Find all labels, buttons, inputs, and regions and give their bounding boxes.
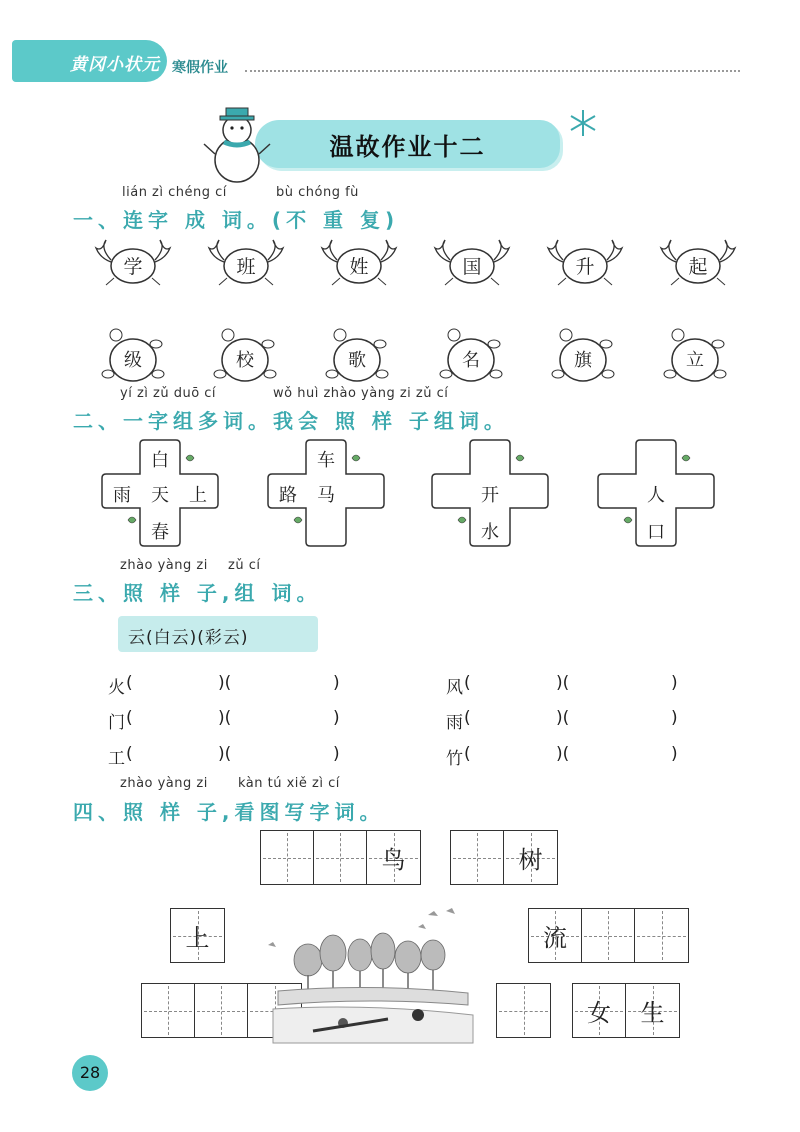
grid-cell (635, 909, 688, 962)
grid-cell (314, 831, 366, 884)
section2-pinyin-b: wǒ huì zhào yàng zi zǔ cí (273, 386, 449, 401)
cross-bottom-char: 水 (481, 522, 499, 543)
crab-card[interactable] (320, 238, 398, 292)
crab-char: 学 (123, 256, 143, 278)
cross-word-box[interactable] (100, 438, 220, 548)
crab-char: 国 (462, 256, 482, 278)
turtle-card[interactable] (210, 326, 280, 392)
page-number: 28 (72, 1055, 108, 1091)
section4-pinyin-b: kàn tú xiě zì cí (238, 776, 340, 791)
bracket-pair: )( (218, 744, 232, 764)
turtle-char: 立 (686, 350, 704, 371)
turtle-card[interactable] (660, 326, 730, 392)
snowflake-icon (568, 108, 598, 138)
grid-cell: 流 (543, 924, 567, 952)
grid-cell (195, 984, 247, 1037)
close-bracket: ) (333, 708, 340, 728)
section4-heading: 四、照 样 子,看图写字词。 (73, 800, 385, 824)
crab-char: 班 (236, 256, 256, 278)
bracket-pair: )( (556, 744, 570, 764)
turtle-card[interactable] (436, 326, 506, 392)
grid-up[interactable] (170, 908, 225, 963)
grid-flow[interactable] (528, 908, 689, 963)
grid-cell: 上 (185, 924, 210, 952)
section3-heading: 三、照 样 子,组 词。 (73, 581, 322, 605)
section1-pinyin-b: bù chóng fù (276, 185, 359, 200)
turtle-char: 名 (462, 350, 480, 371)
grid-blank-three[interactable] (141, 983, 302, 1038)
header-divider (245, 70, 740, 72)
bracket-pair: )( (556, 673, 570, 693)
crab-card[interactable] (433, 238, 511, 292)
word-char: 门 (108, 713, 125, 733)
bracket-pair: )( (218, 673, 232, 693)
brand-logo-text: 黄冈小状元 (70, 55, 160, 75)
section2-pinyin-a: yí zì zǔ duō cí (120, 386, 217, 401)
turtle-card[interactable] (98, 326, 168, 392)
close-bracket: ) (333, 673, 340, 693)
cross-center-char: 马 (317, 485, 335, 506)
open-bracket: ( (126, 708, 133, 728)
open-bracket: ( (464, 708, 471, 728)
cross-word-box[interactable] (430, 438, 550, 548)
snowman-icon (202, 96, 272, 186)
word-fill-row[interactable] (108, 708, 343, 733)
turtle-card[interactable] (548, 326, 618, 392)
crab-char: 起 (688, 256, 708, 278)
turtle-char: 校 (236, 350, 254, 371)
grid-cell: 生 (640, 999, 665, 1027)
cross-center-char: 开 (481, 485, 499, 506)
grid-girl[interactable] (572, 983, 680, 1038)
cross-top-char: 白 (151, 450, 169, 471)
turtle-char: 歌 (348, 350, 366, 371)
section1-pinyin-a: lián zì chéng cí (122, 185, 227, 200)
crab-card[interactable] (94, 238, 172, 292)
cross-left-char: 路 (279, 485, 297, 506)
word-fill-row[interactable] (446, 744, 681, 769)
grid-cell (261, 831, 313, 884)
section4-pinyin-a: zhào yàng zi (120, 776, 208, 791)
grid-tree[interactable] (450, 830, 558, 885)
turtle-char: 旗 (574, 350, 592, 371)
section3-pinyin-a: zhào yàng zi (120, 558, 208, 573)
cross-word-box[interactable] (596, 438, 716, 548)
grid-cell (451, 831, 503, 884)
cross-bottom-char: 口 (647, 522, 665, 543)
cross-word-box[interactable] (266, 438, 386, 548)
bracket-pair: )( (556, 708, 570, 728)
crab-card[interactable] (659, 238, 737, 292)
section3-pinyin-b: zǔ cí (228, 558, 261, 573)
word-fill-row[interactable] (446, 708, 681, 733)
word-char: 风 (446, 678, 463, 698)
open-bracket: ( (464, 673, 471, 693)
word-char: 火 (108, 678, 125, 698)
open-bracket: ( (126, 673, 133, 693)
close-bracket: ) (671, 708, 678, 728)
header-subtitle: 寒假作业 (172, 60, 228, 76)
grid-cell (248, 984, 301, 1037)
close-bracket: ) (671, 744, 678, 764)
crab-char: 升 (575, 256, 595, 278)
word-fill-row[interactable] (446, 673, 681, 698)
crab-char: 姓 (349, 256, 369, 278)
open-bracket: ( (464, 744, 471, 764)
grid-bird[interactable] (260, 830, 421, 885)
cross-top-char: 车 (317, 450, 335, 471)
grid-cell: 鸟 (381, 846, 406, 874)
cross-left-char: 雨 (113, 485, 131, 506)
grid-cell: 树 (518, 846, 543, 874)
word-fill-row[interactable] (108, 744, 343, 769)
word-char: 工 (108, 749, 125, 769)
section2-heading: 二、一字组多词。我会 照 样 子组词。 (73, 409, 509, 433)
cross-bottom-char: 春 (151, 522, 169, 543)
grid-cell (142, 984, 194, 1037)
close-bracket: ) (333, 744, 340, 764)
page-title: 温故作业十二 (329, 133, 486, 161)
cross-center-char: 天 (151, 485, 169, 506)
grid-cell (582, 909, 634, 962)
word-char: 竹 (446, 749, 463, 769)
grid-blank-two[interactable] (496, 983, 551, 1038)
close-bracket: ) (671, 673, 678, 693)
word-fill-row[interactable] (108, 673, 343, 698)
crab-card[interactable] (546, 238, 624, 292)
turtle-char: 级 (124, 350, 142, 371)
grid-cell (497, 984, 550, 1037)
turtle-card[interactable] (322, 326, 392, 392)
crab-card[interactable] (207, 238, 285, 292)
open-bracket: ( (126, 744, 133, 764)
cross-center-char: 人 (647, 485, 665, 506)
word-char: 雨 (446, 713, 463, 733)
bracket-pair: )( (218, 708, 232, 728)
cross-right-char: 上 (189, 485, 207, 506)
sample-text: 云(白云)(彩云) (128, 628, 249, 648)
grid-cell: 女 (587, 999, 611, 1027)
section1-heading: 一、连字 成 词。(不 重 复) (73, 208, 400, 232)
